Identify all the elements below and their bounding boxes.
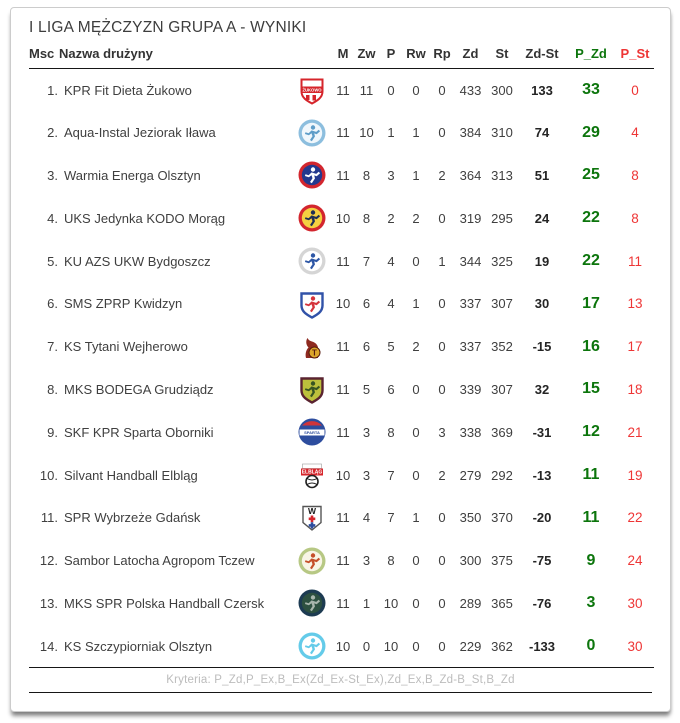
wins-cell: 6 xyxy=(362,296,371,312)
team-logo-cell xyxy=(292,197,332,240)
rank-cell: 4. xyxy=(47,210,58,226)
rank-cell: 6. xyxy=(47,296,58,312)
goal-diff-cell: -31 xyxy=(532,424,552,440)
team-logo-cell xyxy=(292,368,332,411)
matches-cell: 10 xyxy=(335,210,351,226)
rank-cell: 13. xyxy=(39,595,58,611)
svg-text:T: T xyxy=(312,348,317,358)
points-lost-cell: 4 xyxy=(631,125,639,141)
team-name-cell: MKS SPR Polska Handball Czersk xyxy=(64,595,265,611)
team-name-cell: KS Szczypiorniak Olsztyn xyxy=(64,638,213,654)
rank-cell: 12. xyxy=(39,553,58,569)
criteria-note: Kryteria: P_Zd,P_Ex,B_Ex(Zd_Ex-St_Ex),Zd_Ex,B_Zd-B_St,B_Zd xyxy=(29,668,652,693)
points-won-cell: 11 xyxy=(582,508,600,526)
wins-cell: 11 xyxy=(359,82,374,98)
rp-cell: 0 xyxy=(438,638,446,654)
matches-cell: 11 xyxy=(336,381,350,397)
rw-cell: 0 xyxy=(412,253,420,269)
points-won-cell: 9 xyxy=(586,551,596,569)
polska-handball-czersk-logo xyxy=(297,588,327,618)
sms-kwidzyn-logo xyxy=(297,289,327,319)
team-name-cell: Aqua-Instal Jeziorak Iława xyxy=(64,125,216,141)
matches-cell: 11 xyxy=(336,82,350,98)
goals-against-cell: 362 xyxy=(491,638,513,654)
matches-cell: 11 xyxy=(336,595,350,611)
points-lost-cell: 22 xyxy=(627,510,643,526)
rw-cell: 1 xyxy=(412,167,420,183)
header-rw: Rw xyxy=(403,38,429,69)
goals-for-cell: 300 xyxy=(459,553,482,569)
table-row xyxy=(29,240,654,283)
goals-for-cell: 337 xyxy=(459,339,482,355)
team-name-cell: SMS ZPRP Kwidzyn xyxy=(64,296,183,312)
losses-cell: 4 xyxy=(387,296,395,312)
team-name-cell: MKS BODEGA Grudziądz xyxy=(64,381,214,397)
losses-cell: 7 xyxy=(387,467,395,483)
losses-cell: 10 xyxy=(383,638,399,654)
header-matches: M xyxy=(332,38,354,69)
rp-cell: 2 xyxy=(438,467,446,483)
silvant-elblag-logo xyxy=(297,460,327,490)
rank-cell: 3. xyxy=(47,167,58,183)
rw-cell: 2 xyxy=(412,339,420,355)
rw-cell: 0 xyxy=(412,638,420,654)
team-logo-cell xyxy=(292,282,332,325)
team-logo-cell xyxy=(292,325,332,368)
tytani-wejherowo-logo xyxy=(297,332,327,362)
points-lost-cell: 11 xyxy=(627,253,642,269)
matches-cell: 10 xyxy=(335,638,351,654)
wins-cell: 3 xyxy=(362,424,371,440)
team-logo-cell xyxy=(292,240,332,283)
table-row xyxy=(29,411,654,454)
goals-for-cell: 289 xyxy=(459,595,482,611)
rw-cell: 0 xyxy=(412,595,420,611)
points-lost-cell: 18 xyxy=(627,381,643,397)
goals-against-cell: 310 xyxy=(491,125,513,141)
table-row xyxy=(29,282,654,325)
team-name-cell: KS Tytani Wejherowo xyxy=(64,339,188,355)
team-logo-cell xyxy=(292,154,332,197)
points-won-cell: 3 xyxy=(586,594,596,612)
rw-cell: 1 xyxy=(412,296,420,312)
rp-cell: 1 xyxy=(438,253,446,269)
rank-cell: 1. xyxy=(47,82,58,98)
header-points-lost: P_St xyxy=(616,38,654,69)
matches-cell: 11 xyxy=(336,553,350,569)
goals-against-cell: 295 xyxy=(491,210,513,226)
points-won-cell: 22 xyxy=(582,209,600,227)
points-lost-cell: 8 xyxy=(631,167,639,183)
rp-cell: 0 xyxy=(438,595,446,611)
rp-cell: 0 xyxy=(438,125,446,141)
table-row xyxy=(29,154,654,197)
points-won-cell: 15 xyxy=(582,380,600,398)
svg-text:ŻUKOWO: ŻUKOWO xyxy=(302,87,322,93)
table-row xyxy=(29,325,654,368)
rp-cell: 0 xyxy=(438,381,446,397)
goal-diff-cell: -133 xyxy=(528,638,556,654)
wins-cell: 5 xyxy=(362,381,371,397)
losses-cell: 0 xyxy=(387,82,395,98)
rp-cell: 3 xyxy=(438,424,446,440)
points-won-cell: 0 xyxy=(586,637,596,654)
team-logo-cell xyxy=(292,625,332,668)
matches-cell: 11 xyxy=(336,339,350,355)
rp-cell: 0 xyxy=(438,296,446,312)
svg-text:W: W xyxy=(307,505,317,516)
matches-cell: 11 xyxy=(336,510,350,526)
table-row xyxy=(29,197,654,240)
header-team-name: Nazwa drużyny xyxy=(59,38,292,69)
goals-for-cell: 337 xyxy=(459,296,482,312)
team-logo-cell xyxy=(292,69,332,112)
points-lost-cell: 19 xyxy=(627,467,643,483)
goal-diff-cell: 133 xyxy=(531,82,553,98)
goal-diff-cell: 30 xyxy=(534,296,550,312)
table-row xyxy=(29,111,654,154)
team-logo-cell xyxy=(292,411,332,454)
rw-cell: 0 xyxy=(412,553,420,569)
rp-cell: 0 xyxy=(438,210,446,226)
rank-cell: 2. xyxy=(47,125,58,141)
standings-card xyxy=(10,7,671,712)
goal-diff-cell: 74 xyxy=(534,125,550,141)
losses-cell: 7 xyxy=(387,510,395,526)
table-row xyxy=(29,454,654,497)
goals-against-cell: 370 xyxy=(491,510,513,526)
table-row xyxy=(29,582,654,625)
table-row xyxy=(29,539,654,582)
warmia-olsztyn-logo xyxy=(297,160,327,190)
sambor-tczew-logo xyxy=(297,546,327,576)
team-name-cell: Sambor Latocha Agropom Tczew xyxy=(64,553,255,569)
losses-cell: 8 xyxy=(387,553,395,569)
wins-cell: 6 xyxy=(362,339,371,355)
svg-text:ELBLĄG: ELBLĄG xyxy=(301,469,323,476)
table-row xyxy=(29,368,654,411)
wybrzeze-gdansk-logo xyxy=(297,503,327,533)
rank-cell: 11. xyxy=(40,510,58,526)
goals-against-cell: 365 xyxy=(491,595,513,611)
points-won-cell: 33 xyxy=(582,81,600,99)
matches-cell: 10 xyxy=(335,296,351,312)
points-won-cell: 11 xyxy=(582,466,600,484)
team-name-cell: SKF KPR Sparta Oborniki xyxy=(64,424,214,440)
goals-for-cell: 338 xyxy=(459,424,482,440)
points-won-cell: 16 xyxy=(582,337,600,355)
points-lost-cell: 30 xyxy=(627,595,643,611)
team-logo-cell xyxy=(292,454,332,497)
rw-cell: 0 xyxy=(412,424,420,440)
matches-cell: 11 xyxy=(336,253,350,269)
matches-cell: 10 xyxy=(335,467,351,483)
rw-cell: 1 xyxy=(412,125,420,141)
points-lost-cell: 0 xyxy=(631,82,639,98)
points-won-cell: 29 xyxy=(582,123,600,141)
points-lost-cell: 8 xyxy=(631,210,639,226)
points-won-cell: 22 xyxy=(582,252,600,270)
points-won-cell: 12 xyxy=(582,423,600,441)
rw-cell: 0 xyxy=(412,467,420,483)
table-row xyxy=(29,625,654,668)
goals-for-cell: 319 xyxy=(459,210,482,226)
team-logo-cell xyxy=(292,539,332,582)
jeziorak-ilawa-logo xyxy=(297,118,327,148)
goals-for-cell: 344 xyxy=(459,253,482,269)
standings-body xyxy=(29,69,654,668)
wins-cell: 3 xyxy=(362,553,371,569)
rw-cell: 2 xyxy=(412,210,420,226)
rank-cell: 7. xyxy=(47,339,58,355)
points-lost-cell: 24 xyxy=(627,553,643,569)
wins-cell: 0 xyxy=(362,638,371,654)
losses-cell: 4 xyxy=(387,253,395,269)
goals-against-cell: 325 xyxy=(491,253,513,269)
team-name-cell: Warmia Energa Olsztyn xyxy=(64,167,201,183)
rank-cell: 14. xyxy=(39,638,58,654)
points-won-cell: 25 xyxy=(582,166,600,184)
page-title: I LIGA MĘŻCZYZN GRUPA A - WYNIKI xyxy=(29,19,307,36)
goals-against-cell: 300 xyxy=(491,82,513,98)
team-logo-cell xyxy=(292,111,332,154)
rank-cell: 5. xyxy=(47,253,58,269)
svg-text:SPARTA: SPARTA xyxy=(304,430,320,436)
goal-diff-cell: 24 xyxy=(534,210,550,226)
goals-for-cell: 364 xyxy=(459,167,482,183)
rp-cell: 0 xyxy=(438,553,446,569)
goal-diff-cell: -20 xyxy=(532,510,552,526)
wins-cell: 8 xyxy=(362,210,371,226)
wins-cell: 7 xyxy=(362,253,371,269)
sparta-oborniki-logo xyxy=(297,417,327,447)
kpr-zukowo-logo xyxy=(297,75,327,105)
table-row xyxy=(29,496,654,539)
header-losses: P xyxy=(379,38,403,69)
points-lost-cell: 17 xyxy=(627,339,643,355)
rw-cell: 0 xyxy=(412,381,420,397)
team-name-cell: KPR Fit Dieta Żukowo xyxy=(64,82,192,98)
goals-for-cell: 433 xyxy=(459,82,482,98)
team-name-cell: Silvant Handball Elbląg xyxy=(64,467,198,483)
team-name-cell: SPR Wybrzeże Gdańsk xyxy=(64,510,201,526)
header-points-won: P_Zd xyxy=(566,38,616,69)
goals-against-cell: 307 xyxy=(491,381,513,397)
header-rank: Msc xyxy=(29,38,59,69)
goals-for-cell: 384 xyxy=(459,125,482,141)
goals-against-cell: 307 xyxy=(491,296,513,312)
szczypiorniak-olsztyn-logo xyxy=(297,631,327,661)
table-header-row xyxy=(29,38,654,69)
rw-cell: 1 xyxy=(412,510,420,526)
matches-cell: 11 xyxy=(336,424,350,440)
standings-table xyxy=(29,38,654,668)
bodega-grudziadz-logo xyxy=(297,374,327,404)
goals-for-cell: 350 xyxy=(459,510,482,526)
rank-cell: 9. xyxy=(47,424,58,440)
jedynka-morag-logo xyxy=(297,203,327,233)
losses-cell: 8 xyxy=(387,424,395,440)
points-won-cell: 17 xyxy=(582,294,600,312)
goal-diff-cell: -76 xyxy=(532,595,552,611)
goals-against-cell: 313 xyxy=(491,167,513,183)
rw-cell: 0 xyxy=(412,82,420,98)
wins-cell: 10 xyxy=(359,125,374,141)
goals-for-cell: 229 xyxy=(459,638,482,654)
rank-cell: 10. xyxy=(39,467,58,483)
header-wins: Zw xyxy=(354,38,379,69)
header-goal-diff: Zd-St xyxy=(518,38,566,69)
header-goals-against: St xyxy=(486,38,518,69)
losses-cell: 10 xyxy=(383,595,399,611)
goals-for-cell: 279 xyxy=(459,467,482,483)
points-lost-cell: 13 xyxy=(627,296,643,312)
header-logo xyxy=(292,38,332,69)
points-lost-cell: 21 xyxy=(627,424,643,440)
wins-cell: 8 xyxy=(362,167,371,183)
goals-against-cell: 375 xyxy=(491,553,513,569)
wins-cell: 4 xyxy=(362,510,371,526)
goal-diff-cell: 51 xyxy=(534,167,550,183)
rp-cell: 0 xyxy=(438,339,446,355)
goals-against-cell: 369 xyxy=(491,424,513,440)
header-rp: Rp xyxy=(429,38,455,69)
rank-cell: 8. xyxy=(47,381,58,397)
points-lost-cell: 30 xyxy=(627,638,643,654)
rp-cell: 0 xyxy=(438,510,446,526)
rp-cell: 2 xyxy=(438,167,446,183)
goal-diff-cell: 32 xyxy=(534,381,550,397)
goal-diff-cell: 19 xyxy=(534,253,550,269)
losses-cell: 6 xyxy=(387,381,395,397)
team-name-cell: KU AZS UKW Bydgoszcz xyxy=(64,253,211,269)
goals-against-cell: 292 xyxy=(491,467,513,483)
matches-cell: 11 xyxy=(336,125,350,141)
matches-cell: 11 xyxy=(336,167,350,183)
goal-diff-cell: -75 xyxy=(532,553,552,569)
header-goals-for: Zd xyxy=(455,38,486,69)
team-logo-cell xyxy=(292,496,332,539)
losses-cell: 3 xyxy=(387,167,395,183)
team-logo-cell xyxy=(292,582,332,625)
goals-for-cell: 339 xyxy=(459,381,482,397)
wins-cell: 1 xyxy=(362,595,371,611)
losses-cell: 1 xyxy=(387,125,395,141)
team-name-cell: UKS Jedynka KODO Morąg xyxy=(64,210,226,226)
goals-against-cell: 352 xyxy=(491,339,513,355)
losses-cell: 5 xyxy=(387,339,395,355)
goal-diff-cell: -15 xyxy=(532,339,552,355)
goal-diff-cell: -13 xyxy=(532,467,552,483)
wins-cell: 3 xyxy=(362,467,371,483)
losses-cell: 2 xyxy=(387,210,395,226)
rp-cell: 0 xyxy=(438,82,446,98)
table-row xyxy=(29,69,654,112)
azs-ukw-bydgoszcz-logo xyxy=(297,246,327,276)
